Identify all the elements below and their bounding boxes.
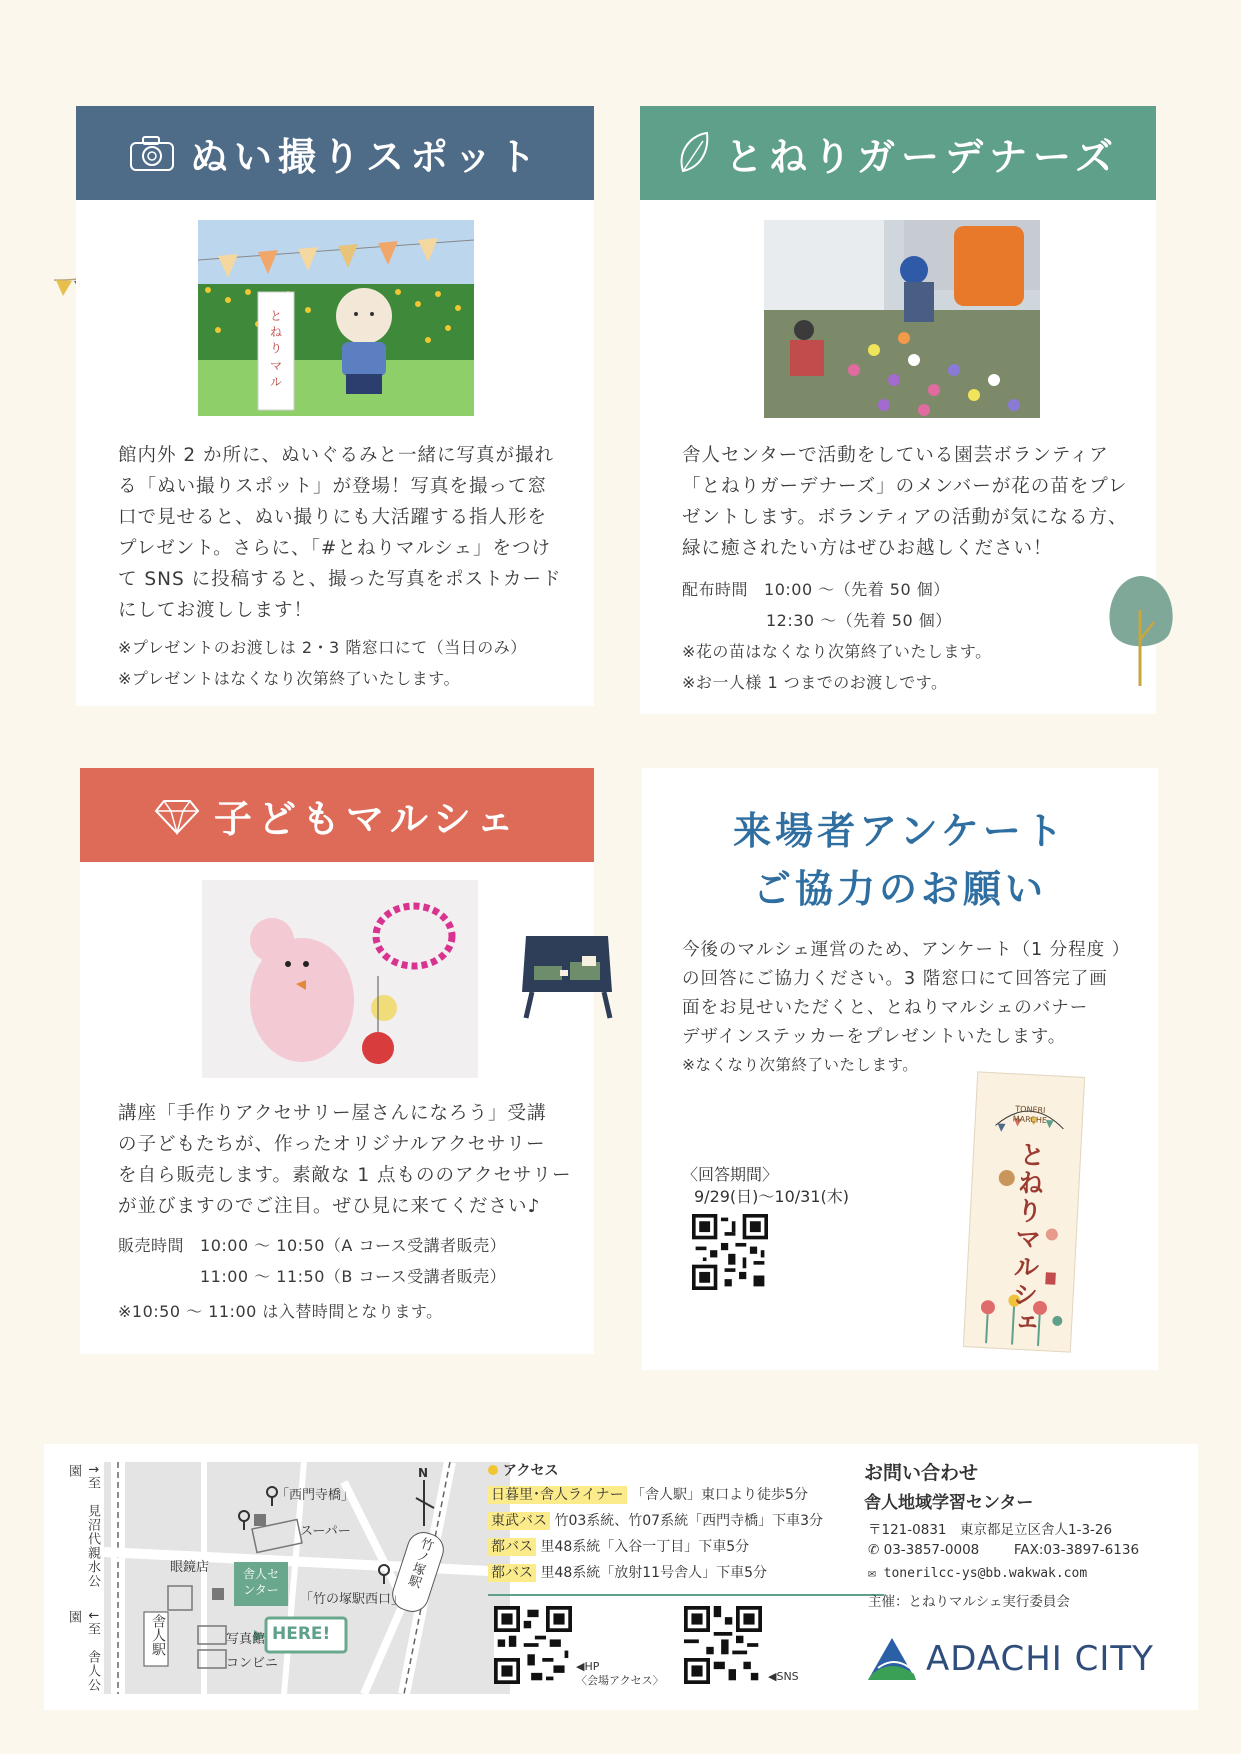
survey-period — [682, 1164, 849, 1208]
map-station-takenotsuka: 竹ノ塚駅 — [404, 1534, 435, 1590]
garden-banner — [640, 106, 1156, 200]
access-row: 東武バス 竹03系統、竹07系統「西門寺橋」下車3分 — [488, 1510, 823, 1530]
nui-card — [76, 106, 594, 706]
survey-qr-code[interactable] — [692, 1214, 768, 1290]
access-section — [488, 1460, 888, 1700]
hp-qr-label: ◀HP 〈会場アクセス〉 — [576, 1660, 664, 1687]
kids-photo — [202, 880, 478, 1078]
contact-org: 舎人地域学習センター — [864, 1493, 1034, 1513]
garden-photo — [764, 220, 1040, 418]
svg-text:と: と — [269, 309, 283, 323]
kids-banner — [80, 768, 594, 862]
access-row: 都バス 里48系統「放射11号舎人」下車5分 — [488, 1562, 767, 1582]
kids-card — [80, 768, 594, 1354]
map-convenience-label: コンビニ — [226, 1656, 279, 1671]
kids-schedule: 販売時間 10:00 ～ 10:50（A コース受講者販売） 11:00 ～ 11:50（B コース受講者販売） ※10:50 ～ 11:00 は入替時間となります。 — [118, 1230, 506, 1327]
nui-notes: ※プレゼントのお渡しは 2・3 階窓口にて（当日のみ） ※プレゼントはなくなり次第終了いたします。 — [118, 638, 527, 688]
contact-section — [864, 1458, 1184, 1698]
svg-text:り: り — [269, 341, 283, 355]
sns-qr-label: ◀SNS — [768, 1670, 799, 1683]
sticker-banner — [963, 1071, 1085, 1352]
garden-title: とねりガーデナーズ — [724, 134, 1120, 179]
map-direction-south: ↓至 舎人公園 — [66, 1610, 100, 1692]
kids-schedule-label: 販売時間 — [118, 1236, 185, 1255]
survey-period-label: 〈回答期間〉 — [682, 1165, 779, 1184]
survey-title: 来場者アンケート ご協力のお願い — [733, 809, 1067, 911]
svg-text:ね: ね — [269, 325, 283, 339]
contact-email-row — [868, 1566, 1087, 1581]
contact-phone[interactable]: 03-3857-0008 — [883, 1542, 980, 1558]
svg-text:マ: マ — [269, 359, 283, 373]
phone-icon: ✆ — [868, 1542, 880, 1558]
camera-icon — [128, 133, 176, 173]
contact-fax: FAX:03-3897-6136 — [1013, 1542, 1140, 1558]
sticker-top-text: TONERI MARCHE — [1012, 1104, 1048, 1126]
access-row: 都バス 里48系統「入谷一丁目」下車5分 — [488, 1536, 749, 1556]
contact-organizer: 主催：とねりマルシェ実行委員会 — [868, 1594, 1070, 1610]
stall-decoration — [520, 930, 616, 1020]
adachi-logo — [868, 1638, 1154, 1680]
map-here-marker: HERE! — [272, 1624, 331, 1644]
map-megane-label: 眼鏡店 — [170, 1560, 210, 1575]
svg-text:ル: ル — [269, 375, 283, 389]
map-center-label: 舎人センター — [242, 1567, 279, 1597]
access-map — [104, 1462, 510, 1694]
survey-period-dates: 9/29(日)～10/31(木) — [694, 1187, 850, 1206]
contact-email[interactable]: tonerilcc-ys@bb.wakwak.com — [883, 1566, 1088, 1581]
garden-card — [640, 106, 1156, 714]
sns-qr-code[interactable] — [684, 1606, 762, 1684]
contact-heading: お問い合わせ — [864, 1462, 979, 1484]
tree-decoration — [1104, 570, 1180, 690]
kids-body: 講座「手作りアクセサリー屋さんになろう」受講 の子どもたちが、作ったオリジナルアクセサリー を自ら販売します。素敵な 1 点もののアクセサリー が並びますのでご注目。ぜひ見に来てください♪ — [118, 1103, 572, 1217]
access-heading: アクセス — [488, 1460, 558, 1480]
adachi-logo-text: ADACHI CITY — [926, 1639, 1154, 1679]
access-divider — [488, 1594, 884, 1596]
map-direction-north: ↑至 見沼代親水公園 — [66, 1464, 100, 1588]
map-station-toneri: 舎人駅 — [150, 1614, 166, 1656]
access-row: 日暮里･舎人ライナー 「舎人駅」東口より徒歩5分 — [488, 1484, 808, 1504]
survey-note: ※なくなり次第終了いたします。 — [682, 1056, 919, 1074]
nui-body: 館内外 2 か所に、ぬいぐるみと一緒に写真が撮れ る「ぬい撮りスポット」が登場！写真を撮って窓 口で見せると、ぬい撮りにも大活躍する指人形を プレゼント。さらに、「#とねりマルシェ」をつけ て SNS に投稿すると、撮った写真をポストカード にしてお渡しします！ — [118, 445, 562, 621]
hp-qr-code[interactable] — [494, 1606, 572, 1684]
map-north-label: N — [418, 1466, 429, 1480]
nui-banner — [76, 106, 594, 200]
garden-schedule: 配布時間 10:00 ～（先着 50 個） 12:30 ～（先着 50 個） ※花の苗はなくなり次第終了いたします。 ※お一人様 1 つまでのお渡しです。 — [682, 574, 992, 698]
map-nishiki-label: 「西門寺橋」 — [276, 1488, 355, 1503]
map-photo-shop-label: 写真館 — [226, 1632, 266, 1647]
footer — [44, 1444, 1198, 1710]
garden-schedule-label: 配布時間 — [682, 580, 749, 599]
sticker-main-text: とねりマルシェ — [1005, 1140, 1046, 1338]
kids-title: 子どもマルシェ — [213, 796, 521, 841]
survey-body: 今後のマルシェ運営のため、アンケート（1 分程度 ） の回答にご協力ください。3 階窓口にて回答完了画 面をお見せいただくと、とねりマルシェのバナー デザインステッカーをプレゼントいたします。 — [682, 940, 1131, 1047]
access-dot-icon — [488, 1465, 498, 1475]
garden-body: 舎人センターで活動をしている園芸ボランティア 「とねりガーデナーズ」のメンバーが花の苗をプレ ゼントします。ボランティアの活動が気になる方、 緑に癒されたい方はぜひお越しください！ — [682, 445, 1128, 559]
map-busstop-label: 「竹の塚駅西口」 — [300, 1592, 405, 1607]
contact-address: 〒121-0831 東京都足立区舎人1-3-26 — [868, 1522, 1113, 1538]
contact-phone-row — [868, 1542, 1139, 1558]
nui-title: ぬい撮りスポット — [189, 134, 542, 179]
leaf-icon — [677, 131, 711, 175]
diamond-icon — [154, 795, 200, 835]
adachi-logo-icon — [868, 1638, 916, 1680]
survey-card — [642, 768, 1158, 1370]
mail-icon: ✉ — [868, 1566, 876, 1581]
map-super-label: スーパー — [300, 1524, 351, 1539]
nui-photo — [198, 220, 474, 416]
